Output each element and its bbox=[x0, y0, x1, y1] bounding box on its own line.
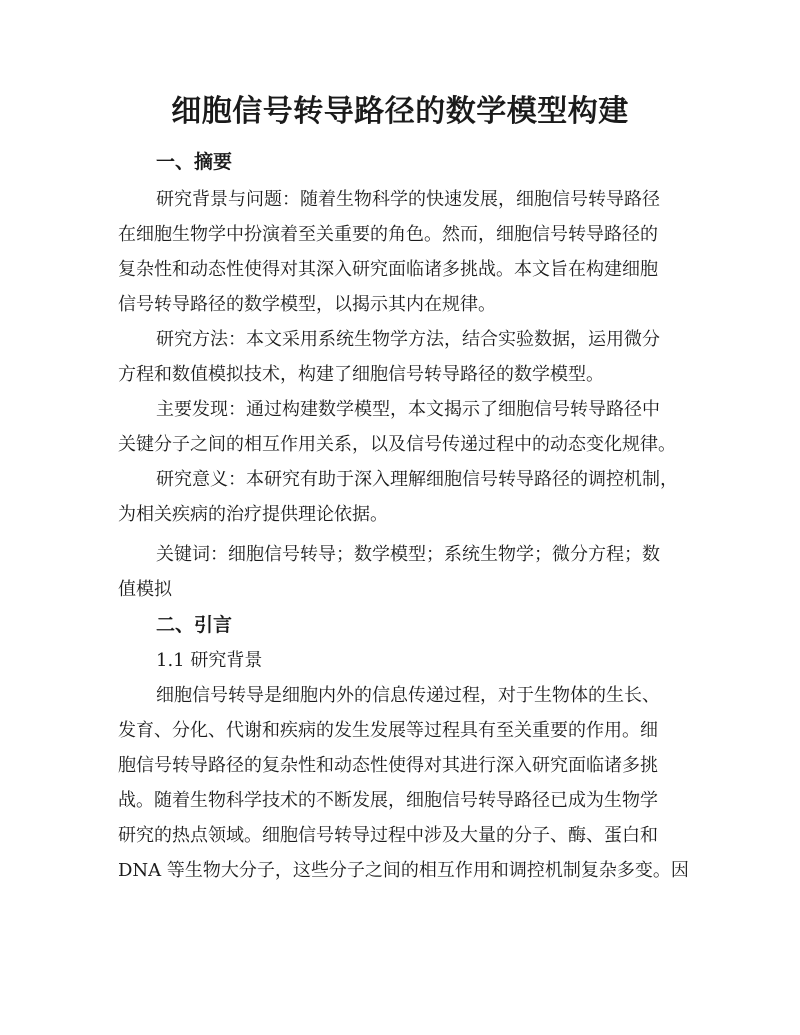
section-heading-abstract: 一、摘要 bbox=[156, 151, 233, 173]
paragraph-line: 信号转导路径的数学模型，以揭示其内在规律。 bbox=[118, 294, 496, 315]
section-heading-introduction: 二、引言 bbox=[156, 614, 233, 636]
paragraph-line: 方程和数值模拟技术，构建了细胞信号转导路径的数学模型。 bbox=[118, 364, 604, 385]
paragraph-line: 发育、分化、代谢和疾病的发生发展等过程具有至关重要的作用。细 bbox=[118, 720, 658, 741]
paragraph-line: 研究方法：本文采用系统生物学方法，结合实验数据，运用微分 bbox=[156, 329, 660, 350]
paragraph-line: 关键词：细胞信号转导；数学模型；系统生物学；微分方程；数 bbox=[156, 544, 660, 565]
abstract-methods-paragraph bbox=[118, 322, 678, 392]
paragraph-line: 胞信号转导路径的复杂性和动态性使得对其进行深入研究面临诸多挑 bbox=[118, 755, 658, 776]
abstract-significance-paragraph bbox=[118, 462, 678, 532]
abstract-findings-paragraph bbox=[118, 392, 678, 462]
document-title: 细胞信号转导路径的数学模型构建 bbox=[171, 94, 629, 129]
abstract-keywords-paragraph bbox=[118, 537, 678, 607]
paragraph-line: 研究的热点领域。细胞信号转导过程中涉及大量的分子、酶、蛋白和 bbox=[118, 825, 658, 846]
paragraph-line: 细胞信号转导是细胞内外的信息传递过程，对于生物体的生长、 bbox=[156, 685, 660, 706]
paragraph-line: DNA 等生物大分子，这些分子之间的相互作用和调控机制复杂多变。因 bbox=[118, 860, 689, 881]
paragraph-line: 在细胞生物学中扮演着至关重要的角色。然而，细胞信号转导路径的 bbox=[118, 224, 658, 245]
paragraph-line: 关键分子之间的相互作用关系，以及信号传递过程中的动态变化规律。 bbox=[118, 434, 676, 455]
paragraph-line: 战。随着生物科学技术的不断发展，细胞信号转导路径已成为生物学 bbox=[118, 790, 658, 811]
paragraph-line: 值模拟 bbox=[118, 579, 172, 600]
subsection-title-research-background: 1.1 研究背景 bbox=[156, 650, 263, 671]
paragraph-line: 研究背景与问题：随着生物科学的快速发展，细胞信号转导路径 bbox=[156, 189, 660, 210]
paragraph-line: 复杂性和动态性使得对其深入研究面临诸多挑战。本文旨在构建细胞 bbox=[118, 259, 658, 280]
paragraph-line: 为相关疾病的治疗提供理论依据。 bbox=[118, 504, 388, 525]
abstract-background-paragraph bbox=[118, 182, 678, 322]
paragraph-line: 研究意义：本研究有助于深入理解细胞信号转导路径的调控机制， bbox=[156, 469, 678, 490]
introduction-body-paragraph bbox=[118, 678, 689, 888]
paragraph-line: 主要发现：通过构建数学模型，本文揭示了细胞信号转导路径中 bbox=[156, 399, 660, 420]
